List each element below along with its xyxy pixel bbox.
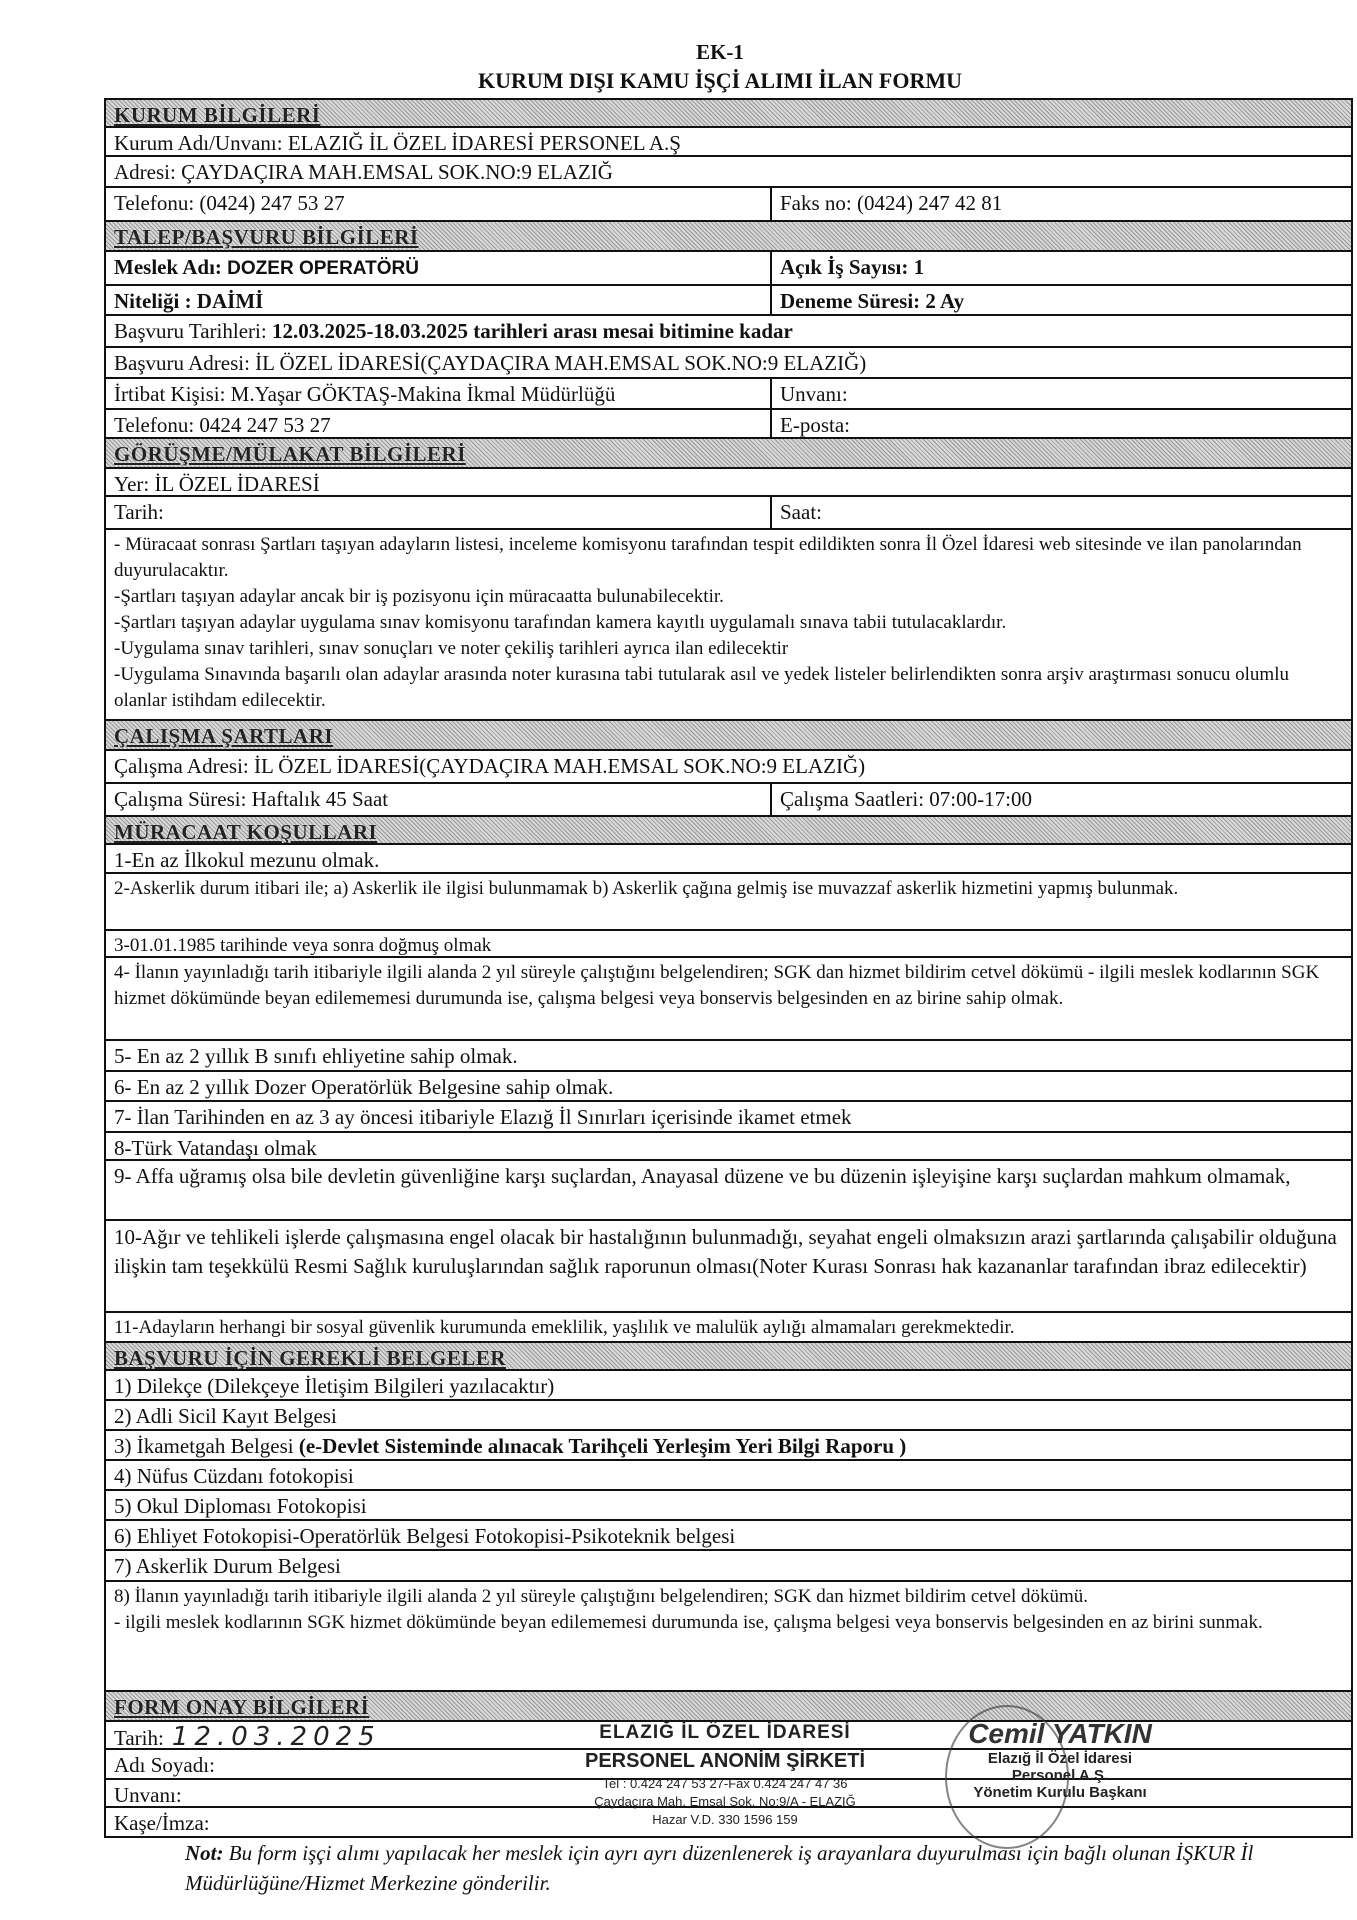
application-dates [106,316,1351,346]
work-duration: Çalışma Süresi: Haftalık 45 Saat [106,784,772,815]
interview-place: Yer: İL ÖZEL İDARESİ [114,472,320,495]
requirement-item: 8-Türk Vatandaşı olmak [114,1136,317,1159]
section-belgeler [106,1343,1351,1371]
occupation-value: DOZER OPERATÖRÜ [227,258,419,279]
signature-line: Personel A.Ş. [1011,1767,1109,1784]
requirement-item: 4- İlanın yayınladığı tarih itibariyle ilgili alanda 2 yıl süreyle çalıştığını belgelendiren; SGK dan hizmet bildirim cetvel dökümü - ilgili meslek kodlarının SGK hizmet dökümünde beyan edilememesi durumunda ise, çalışma belgesi veya bonservis belgesinden en az birine sahip olmak. [114,962,1320,1009]
signature-line: Yönetim Kurulu Başkanı [973,1784,1147,1801]
stamp-line: Tel : 0.424 247 53 27-Fax 0.424 247 47 36 [602,1776,848,1791]
work-address: Çalışma Adresi: İL ÖZEL İDARESİ(ÇAYDAÇIRA MAH.EMSAL SOK.NO:9 ELAZIĞ) [114,754,866,778]
requirement-item: 3-01.01.1985 tarihinde veya sonra doğmuş olmak [114,935,492,956]
note-line: -Uygulama sınav tarihleri, sınav sonuçları ve noter çekiliş tarihleri ayrıca ilan edilecektir [114,638,789,659]
work-hours: Çalışma Saatleri: 07:00-17:00 [780,787,1032,811]
section-calisma [106,721,1351,751]
date-label: Tarih: [114,1726,164,1748]
contact-phone: Telefonu: 0424 247 53 27 [106,410,772,437]
probation-period: Deneme Süresi: 2 Ay [780,289,965,313]
section-title: ÇALIŞMA ŞARTLARI [114,724,334,748]
handwritten-date: 12.03.2025 [171,1722,381,1748]
requirement-item: 7- İlan Tarihinden en az 3 ay öncesi itibariyle Elazığ İl Sınırları içerisinde ikamet etmek [114,1105,852,1129]
document-label: 3) İkametgah Belgesi [114,1434,294,1458]
open-jobs: Açık İş Sayısı: 1 [780,255,925,279]
document-item: 4) Nüfus Cüzdanı fotokopisi [114,1464,354,1488]
document-item: 6) Ehliyet Fotokopisi-Operatörlük Belgesi Fotokopisi-Psikoteknik belgesi [114,1524,736,1548]
application-address: Başvuru Adresi: İL ÖZEL İDARESİ(ÇAYDAÇIRA MAH.EMSAL SOK.NO:9 ELAZIĞ) [114,351,867,375]
occupation-label: Meslek Adı: [114,255,222,279]
section-title: MÜRACAAT KOŞULLARI [114,820,378,843]
document-item [106,1582,1351,1690]
requirement-item: 6- En az 2 yıllık Dozer Operatörlük Belgesine sahip olmak. [114,1075,614,1099]
note-label: Not: [185,1841,224,1865]
note-line: -Şartları taşıyan adaylar uygulama sınav komisyonu tarafından kamera kayıtlı uygulamalı sınava tabii tutulacaklardır. [114,612,1007,633]
requirement-item: 2-Askerlik durum itibari ile; a) Askerlik ile ilgisi bulunmamak b) Askerlik çağına gelmiş ise muvazzaf askerlik hizmetini yapmış bulunmak. [114,878,1179,899]
stamp-line: PERSONEL ANONİM ŞİRKETİ [584,1750,866,1772]
approver-name: Adı Soyadı: [114,1753,215,1777]
requirement-item: 1-En az İlkokul mezunu olmak. [114,848,380,872]
section-gorusme [106,439,1351,469]
interview-time: Saat: [780,500,822,524]
requirement-item: 10-Ağır ve tehlikeli işlerde çalışmasına engel olacak bir hastalığının bulunmadığı, seyahat engeli olmaksızın arazi şartlarında çalışabilir olduğuna ilişkin tam teşekkülü Resmi Sağlık kuruluşlarından sağlık raporunun olması(Noter Kurası Sonrası hak kazananlar tarafından ibraz edilecektir) [114,1225,1337,1278]
announcement-form-table [104,98,1353,1838]
contact-title: Unvanı: [780,382,848,406]
note-line: - Müracaat sonrası Şartları taşıyan adayların listesi, inceleme komisyonu tarafından tespit edildikten sonra İl Özel İdaresi web sitesinde ve ilan panolarından duyurulacaktır. [114,534,1302,581]
section-title: KURUM BİLGİLERİ [114,103,321,126]
document-item: 5) Okul Diploması Fotokopisi [114,1494,367,1518]
section-title: TALEP/BAŞVURU BİLGİLERİ [114,225,419,249]
section-talep [106,222,1351,252]
section-muracaat [106,817,1351,845]
document-item: 2) Adli Sicil Kayıt Belgesi [114,1404,337,1428]
occupation [106,252,772,284]
document-item: 1) Dilekçe (Dilekçeye İletişim Bilgileri yazılacaktır) [114,1374,555,1398]
institution-phone: Telefonu: (0424) 247 53 27 [106,188,772,220]
job-nature: Niteliği : DAİMİ [106,286,772,314]
stamp-line: Çaydaçıra Mah. Emsal Sok. No:9/A - ELAZIĞ [594,1794,856,1809]
section-kurum [106,100,1351,128]
institution-fax: Faks no: (0424) 247 42 81 [780,191,1003,215]
signature-stamp [945,1718,1175,1801]
section-title: GÖRÜŞME/MÜLAKAT BİLGİLERİ [114,442,466,466]
interview-date: Tarih: [106,497,772,528]
section-title: BAŞVURU İÇİN GEREKLİ BELGELER [114,1346,507,1369]
institution-address: Adresi: ÇAYDAÇIRA MAH.EMSAL SOK.NO:9 ELAZIĞ [114,160,613,184]
stamp-signature: Kaşe/İmza: [114,1811,210,1835]
section-title: FORM ONAY BİLGİLERİ [114,1695,370,1719]
requirement-item: 5- En az 2 yıllık B sınıfı ehliyetine sahip olmak. [114,1044,518,1068]
requirement-item: 9- Affa uğramış olsa bile devletin güvenliğine karşı suçlardan, Anayasal düzene ve bu düzenin işleyişine karşı suçlardan mahkum olmamak, [114,1164,1291,1188]
document-detail: (e-Devlet Sisteminde alınacak Tarihçeli Yerleşim Yeri Bilgi Raporu ) [298,1434,907,1458]
company-stamp [555,1722,895,1827]
document-item: 7) Askerlik Durum Belgesi [114,1554,341,1578]
dates-value: 12.03.2025-18.03.2025 tarihleri arası mesai bitimine kadar [271,319,793,343]
annex-label: EK-1 [696,40,744,64]
document-line: 8) İlanın yayınladığı tarih itibariyle ilgili alanda 2 yıl süreyle çalıştığını belgelendiren; SGK dan hizmet bildirim cetvel dökümü. [114,1586,1089,1607]
note-text: Bu form işçi alımı yapılacak her meslek için ayrı ayrı düzenlenerek iş arayanlara duyurulması için bağlı olunan İŞKUR İl Müdürlüğüne/Hizmet Merkezine gönderilir. [185,1841,1254,1895]
signature-name: Cemil YATKIN [968,1718,1152,1749]
stamp-line: ELAZIĞ İL ÖZEL İDARESİ [599,1722,851,1743]
footer-note [185,1838,1285,1898]
note-line: -Uygulama Sınavında başarılı olan adaylar arasında noter kurasına tabi tutularak asıl ve yedek listeler belirlendikten sonra arşiv araştırması sonucu olumlu olanlar istihdam edilecektir. [114,664,1289,711]
document-item [106,1431,1351,1459]
dates-label: Başvuru Tarihleri: [114,319,267,343]
institution-name: Kurum Adı/Unvanı: ELAZIĞ İL ÖZEL İDARESİ PERSONEL A.Ş [114,131,681,155]
signature-line: Elazığ İl Özel İdaresi [987,1750,1133,1767]
requirement-item: 11-Adayların herhangi bir sosyal güvenlik kurumunda emeklilik, yaşlılık ve malulük aylığı almamaları gerekmektedir. [114,1317,1015,1338]
form-title: KURUM DIŞI KAMU İŞÇİ ALIMI İLAN FORMU [477,68,963,93]
note-line: -Şartları taşıyan adaylar ancak bir iş pozisyonu için müracaatta bulunabilecektir. [114,586,724,607]
contact-email: E-posta: [780,413,850,437]
interview-notes [106,530,1351,719]
stamp-line: Hazar V.D. 330 1596 159 [652,1812,798,1827]
document-line: - ilgili meslek kodlarının SGK hizmet dökümünde beyan edilememesi durumunda ise, çalışma belgesi veya bonservis belgesinden en az birini sunmak. [114,1612,1263,1633]
contact-person: İrtibat Kişisi: M.Yaşar GÖKTAŞ-Makina İkmal Müdürlüğü [106,379,772,408]
approver-title: Unvanı: [114,1783,182,1806]
